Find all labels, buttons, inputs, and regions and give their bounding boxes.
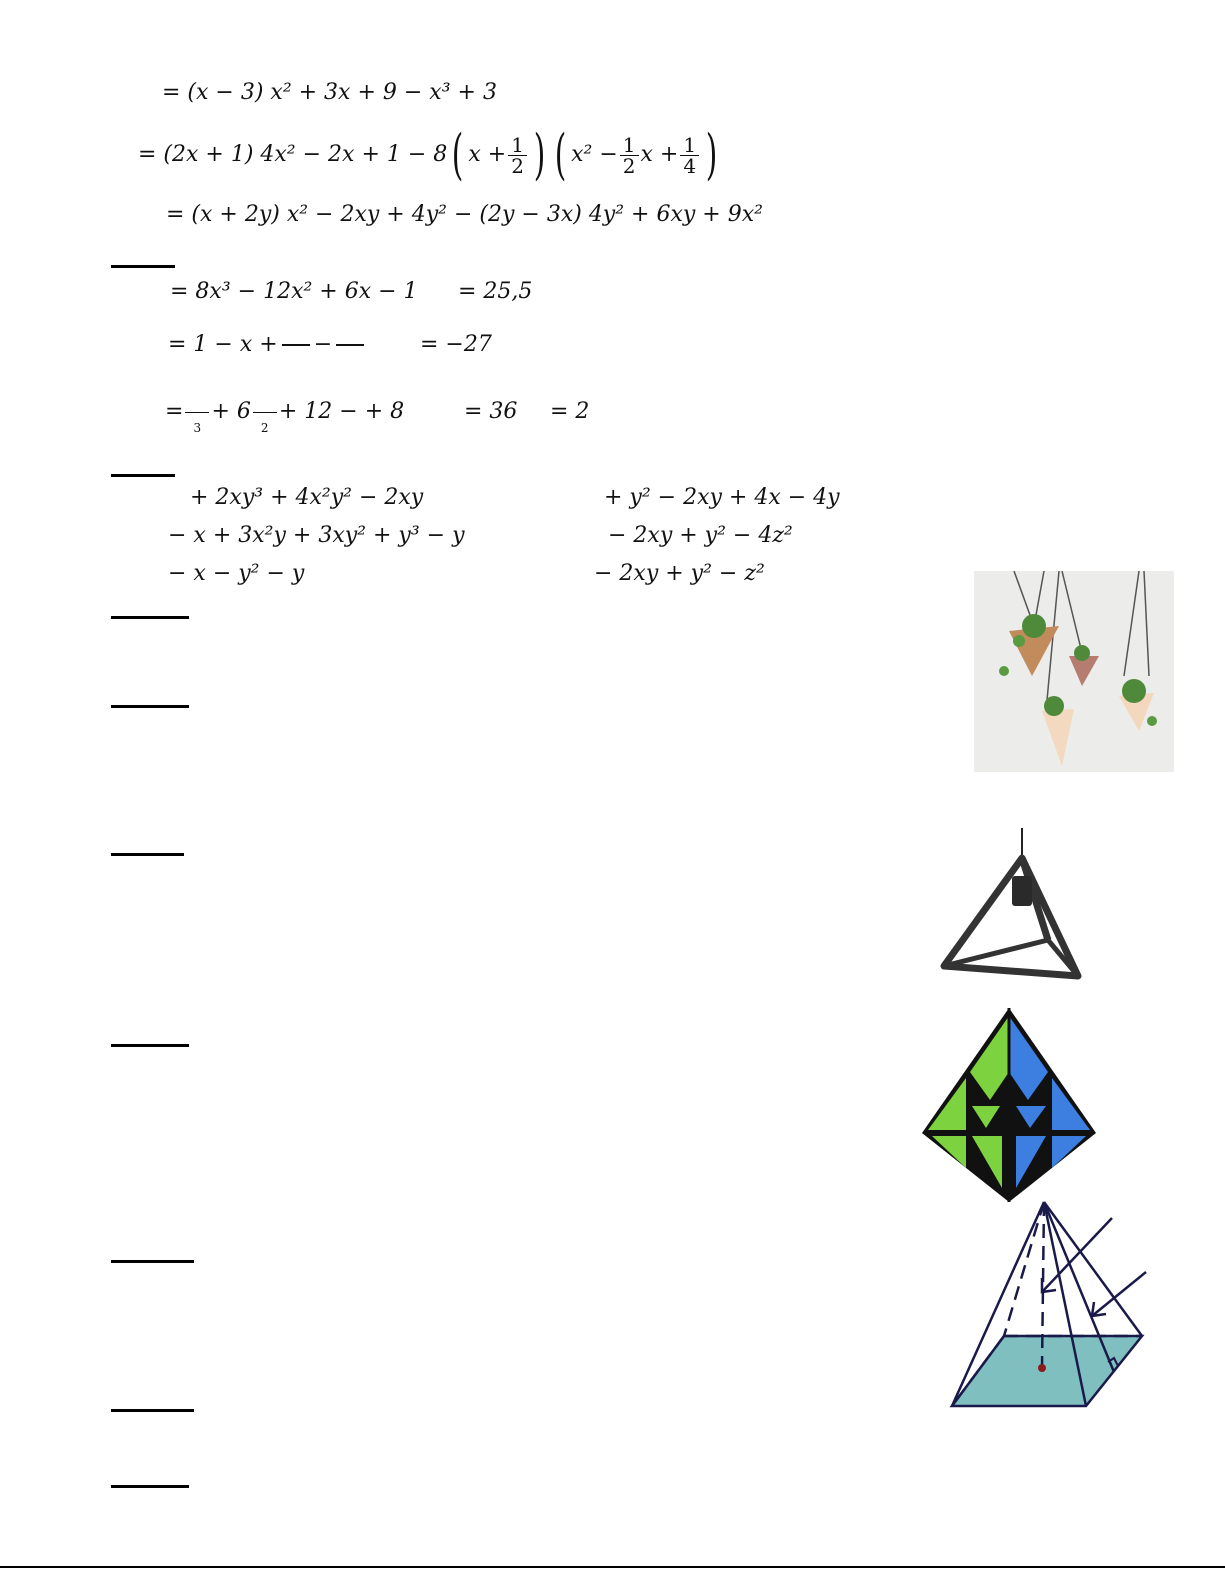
blank-frac-2: 2 bbox=[253, 412, 277, 413]
blank-frac-3: 3 bbox=[185, 412, 209, 413]
blank-1 bbox=[282, 344, 310, 346]
expr-2-1-left: = 8x³ − 12x² + 6x − 1 bbox=[170, 279, 418, 304]
expr-line-2-x3: x + bbox=[640, 142, 679, 167]
expr-line-3: = (x + 2y) x² − 2xy + 4y² − (2y − 3x) 4y² + 6xy + 9x² bbox=[166, 202, 763, 227]
expr-line-2-x: x + bbox=[468, 142, 507, 167]
expr-line-2-start: = (2x + 1) 4x² − 2x + 1 − 8 bbox=[138, 142, 448, 167]
section-rule-8 bbox=[111, 1409, 194, 1412]
section-rule-6 bbox=[111, 1044, 189, 1047]
plus-6: + 6 bbox=[211, 399, 251, 424]
fraction-half-1: $\frac{1}{2}$ bbox=[508, 135, 527, 176]
fraction-quarter: $\frac{1}{4}$ bbox=[680, 135, 699, 176]
expr-2-3-left bbox=[165, 399, 405, 435]
expr-2-3-right2: = 2 bbox=[550, 399, 590, 424]
section-rule-4 bbox=[111, 705, 189, 708]
minus: − bbox=[313, 332, 333, 357]
paren-close: ) bbox=[533, 123, 546, 186]
section-rule-9 bbox=[111, 1485, 189, 1488]
section-rule-2 bbox=[111, 474, 175, 477]
hanging-planters-image bbox=[974, 571, 1174, 772]
expr-line-1: = (x − 3) x² + 3x + 9 − x³ + 3 bbox=[162, 80, 497, 105]
eq-sign: = bbox=[165, 399, 184, 424]
expr-3-a1: + 2xy³ + 4x²y² − 2xy bbox=[190, 485, 424, 510]
section-rule-1 bbox=[111, 265, 175, 268]
section-rule-5 bbox=[111, 853, 184, 856]
expr-2-2-text: = 1 − x + bbox=[168, 332, 278, 357]
expr-2-3-right1: = 36 bbox=[464, 399, 518, 424]
expr-line-2-x2: x² − bbox=[571, 142, 618, 167]
expr-2-1-right: = 25,5 bbox=[458, 279, 533, 304]
blank-2 bbox=[336, 344, 364, 346]
paren-open-2: ( bbox=[554, 123, 567, 186]
expr-2-2-right: = −27 bbox=[420, 332, 492, 357]
expr-3-b2: − 2xy + y² − 4z² bbox=[608, 523, 793, 548]
section-rule-3 bbox=[111, 616, 189, 619]
expr-3-a3: − x − y² − y bbox=[168, 561, 305, 586]
plus-12: + 12 − + 8 bbox=[278, 399, 405, 424]
pyramid-lamp-image bbox=[938, 828, 1083, 980]
expr-3-a2: − x + 3x²y + 3xy² + y³ − y bbox=[168, 523, 465, 548]
fraction-half-2: $\frac{1}{2}$ bbox=[620, 135, 639, 176]
paren-close-2: ) bbox=[705, 123, 718, 186]
expr-2-2-left bbox=[168, 334, 368, 356]
expr-3-b1: + y² − 2xy + 4x − 4y bbox=[604, 485, 840, 510]
square-pyramid-diagram bbox=[948, 1198, 1148, 1410]
page-bottom-border bbox=[0, 1566, 1225, 1568]
expr-3-b3: − 2xy + y² − z² bbox=[594, 561, 765, 586]
pyraminx-image bbox=[920, 1008, 1098, 1202]
section-rule-7 bbox=[111, 1260, 194, 1263]
paren-open: ( bbox=[452, 123, 464, 186]
expr-line-2 bbox=[138, 120, 722, 190]
